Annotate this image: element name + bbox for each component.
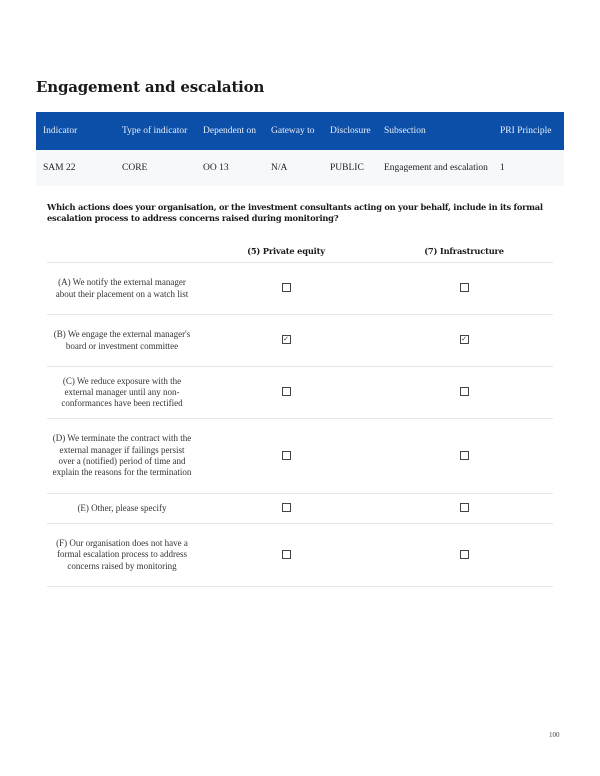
checkbox-private-equity-a[interactable] xyxy=(282,283,291,292)
grid-row-e xyxy=(47,494,553,524)
grid-row-a xyxy=(47,263,553,315)
header-type-of-indicator: Type of indicator xyxy=(122,125,188,136)
pri-principle-value: 1 xyxy=(500,162,505,173)
question-text: Which actions does your organisation, or the investment consultants acting on your behalf, include in its formal escalation process to address concerns raised during monitoring? xyxy=(47,202,543,223)
indicator-value: SAM 22 xyxy=(43,162,76,173)
checkbox-infrastructure-f[interactable] xyxy=(460,550,469,559)
option-label: (C) We reduce exposure with the external manager until any non-conformances have been rectified xyxy=(61,375,183,409)
checkbox-private-equity-b[interactable] xyxy=(282,335,291,344)
page-number: 100 xyxy=(549,731,560,739)
checkbox-private-equity-c[interactable] xyxy=(282,387,291,396)
response-grid-header xyxy=(47,240,553,263)
section-title: Engagement and escalation xyxy=(36,78,265,96)
grid-row-f xyxy=(47,524,553,587)
dependent-on-value: OO 13 xyxy=(203,162,229,173)
option-label: (E) Other, please specify xyxy=(77,502,167,513)
header-infrastructure: (7) Infrastructure xyxy=(424,246,504,256)
checkbox-infrastructure-d[interactable] xyxy=(460,451,469,460)
indicator-table-row xyxy=(36,150,564,186)
grid-row-d xyxy=(47,419,553,494)
header-dependent-on: Dependent on xyxy=(203,125,257,136)
grid-row-b xyxy=(47,315,553,367)
checkbox-infrastructure-b[interactable] xyxy=(460,335,469,344)
checkbox-infrastructure-c[interactable] xyxy=(460,387,469,396)
option-label: (B) We engage the external manager's board or investment committee xyxy=(53,329,191,351)
response-grid xyxy=(47,240,553,587)
checkbox-private-equity-e[interactable] xyxy=(282,503,291,512)
indicator-table-header xyxy=(36,112,564,150)
option-label: (D) We terminate the contract with the external manager if failings persist over a (notified) period of time and explain the reasons for the termination xyxy=(52,433,192,478)
subsection-value: Engagement and escalation xyxy=(384,162,488,173)
type-value: CORE xyxy=(122,162,148,173)
header-disclosure: Disclosure xyxy=(330,125,371,136)
checkbox-infrastructure-a[interactable] xyxy=(460,283,469,292)
header-pri-principle: PRI Principle xyxy=(500,125,552,136)
checkbox-private-equity-d[interactable] xyxy=(282,451,291,460)
header-gateway-to: Gateway to xyxy=(271,125,315,136)
header-indicator: Indicator xyxy=(43,125,78,136)
grid-row-c xyxy=(47,367,553,419)
disclosure-value: PUBLIC xyxy=(330,162,364,173)
checkbox-private-equity-f[interactable] xyxy=(282,550,291,559)
indicator-table xyxy=(36,112,564,186)
header-subsection: Subsection xyxy=(384,125,426,136)
option-label: (F) Our organisation does not have a formal escalation process to address concerns raised by monitoring xyxy=(56,538,188,571)
checkbox-infrastructure-e[interactable] xyxy=(460,503,469,512)
header-private-equity: (5) Private equity xyxy=(247,246,325,256)
option-label: (A) We notify the external manager about their placement on a watch list xyxy=(55,277,189,299)
gateway-to-value: N/A xyxy=(271,162,288,173)
